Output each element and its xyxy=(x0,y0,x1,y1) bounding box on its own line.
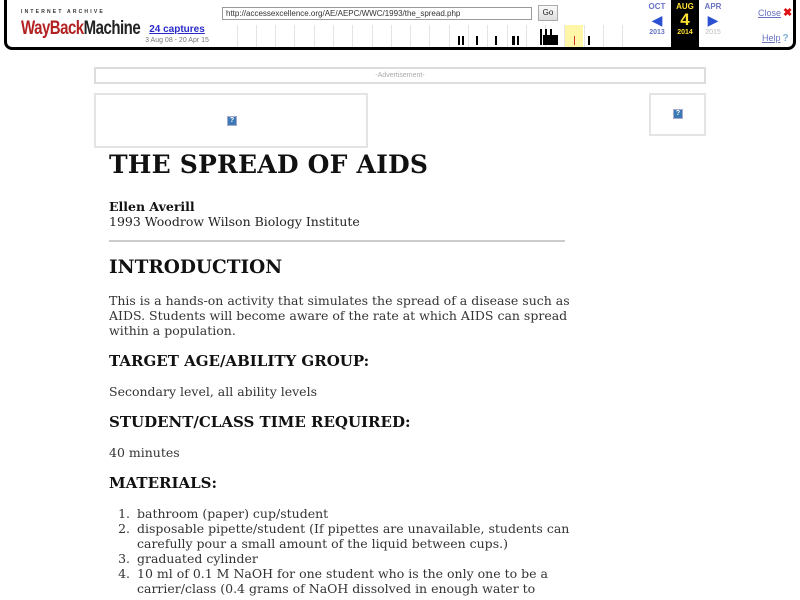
materials-item: 1. bathroom (paper) cup/student xyxy=(134,506,579,521)
capture-bar xyxy=(462,36,464,45)
year-divider xyxy=(584,25,585,47)
target-age-heading: TARGET AGE/ABILITY GROUP: xyxy=(109,352,370,370)
divider xyxy=(109,240,565,242)
close-label[interactable]: Close xyxy=(758,8,782,18)
capture-bar xyxy=(550,29,552,45)
materials-item: 4. 10 ml of 0.1 M NaOH for one student who is the only one to be a carrier/class (0.4 grams of NaOH dissolved in enough water to xyxy=(134,566,579,596)
year-divider xyxy=(410,25,411,47)
capture-bar xyxy=(540,29,542,45)
logo-wayback-machine-text xyxy=(21,17,141,40)
current-capture xyxy=(671,0,699,47)
captures-date-range: 3 Aug 08 - 20 Apr 15 xyxy=(145,37,209,44)
prev-month-label[interactable]: OCT xyxy=(648,2,666,11)
capture-bar xyxy=(512,36,515,45)
year-divider xyxy=(256,25,257,47)
capture-bar xyxy=(476,36,478,45)
capture-bar-selected xyxy=(574,36,575,45)
broken-image-icon: ? xyxy=(673,109,683,119)
class-time-heading: STUDENT/CLASS TIME REQUIRED: xyxy=(109,413,411,431)
close-button[interactable] xyxy=(758,6,792,19)
capture-bar xyxy=(458,36,460,45)
year-divider xyxy=(294,25,295,47)
wayback-logo[interactable] xyxy=(21,9,141,41)
broken-image-icon: ? xyxy=(227,116,237,126)
go-button[interactable]: Go xyxy=(538,5,558,21)
logo-internet-archive-text: INTERNET ARCHIVE xyxy=(21,9,105,15)
target-age-text: Secondary level, all ability levels xyxy=(109,384,317,399)
current-month-label: AUG xyxy=(676,2,694,11)
help-label[interactable]: Help xyxy=(762,33,781,43)
wayback-toolbar xyxy=(4,0,796,50)
author-institution: 1993 Woodrow Wilson Biology Institute xyxy=(109,214,360,229)
help-icon[interactable]: ? xyxy=(782,33,789,44)
ad-placeholder-left[interactable] xyxy=(94,93,368,148)
year-divider xyxy=(372,25,373,47)
logo-machine: Machine xyxy=(83,17,141,40)
next-arrow-icon[interactable]: ▶ xyxy=(707,12,719,28)
year-divider xyxy=(468,25,469,47)
year-divider xyxy=(391,25,392,47)
close-icon[interactable]: ✖ xyxy=(783,7,793,19)
current-year-label: 2014 xyxy=(677,29,693,36)
materials-heading: MATERIALS: xyxy=(109,474,218,492)
capture-bar xyxy=(588,36,590,45)
ad-placeholder-right[interactable] xyxy=(649,93,706,136)
materials-item: 3. graduated cylinder xyxy=(134,551,579,566)
url-input[interactable] xyxy=(222,7,532,20)
year-divider xyxy=(526,25,527,47)
prev-arrow-icon[interactable]: ◀ xyxy=(651,12,663,28)
year-divider xyxy=(449,25,450,47)
year-divider xyxy=(237,25,238,47)
advertisement-banner: -Advertisement- xyxy=(94,67,706,84)
calendar-navigator xyxy=(643,0,727,47)
year-divider xyxy=(564,25,565,47)
logo-way: WayBack xyxy=(21,17,84,40)
year-divider xyxy=(429,25,430,47)
year-divider xyxy=(622,25,623,47)
year-divider xyxy=(333,25,334,47)
year-divider xyxy=(314,25,315,47)
introduction-text: This is a hands-on activity that simulates the spread of a disease such as AIDS. Students will become aware of the rate at which AIDS can spread within a population. xyxy=(109,293,570,338)
year-divider xyxy=(487,25,488,47)
capture-sparkline[interactable] xyxy=(222,25,632,47)
capture-bar xyxy=(495,36,497,45)
help-button[interactable] xyxy=(762,33,789,44)
author-name: Ellen Averill xyxy=(109,199,195,214)
author-block xyxy=(109,199,579,229)
materials-list xyxy=(134,506,579,596)
page-title: THE SPREAD OF AIDS xyxy=(109,150,429,179)
captures-link[interactable]: 24 captures xyxy=(149,24,205,35)
class-time-text: 40 minutes xyxy=(109,445,180,460)
materials-item: 2. disposable pipette/student (If pipettes are unavailable, students can carefully pour a small amount of the liquid between cups.) xyxy=(134,521,579,551)
current-day-label: 4 xyxy=(680,10,690,29)
captures-info xyxy=(137,24,217,44)
prev-capture[interactable] xyxy=(643,0,671,47)
year-divider xyxy=(603,25,604,47)
capture-bar xyxy=(517,36,519,45)
next-month-label[interactable]: APR xyxy=(704,2,722,11)
year-divider xyxy=(352,25,353,47)
prev-year-label[interactable]: 2013 xyxy=(649,29,665,36)
next-year-label: 2015 xyxy=(705,29,721,36)
article-content xyxy=(109,150,579,596)
next-capture[interactable] xyxy=(699,0,727,47)
year-divider xyxy=(275,25,276,47)
introduction-heading: INTRODUCTION xyxy=(109,257,283,278)
year-divider xyxy=(507,25,508,47)
capture-bar xyxy=(545,29,547,45)
